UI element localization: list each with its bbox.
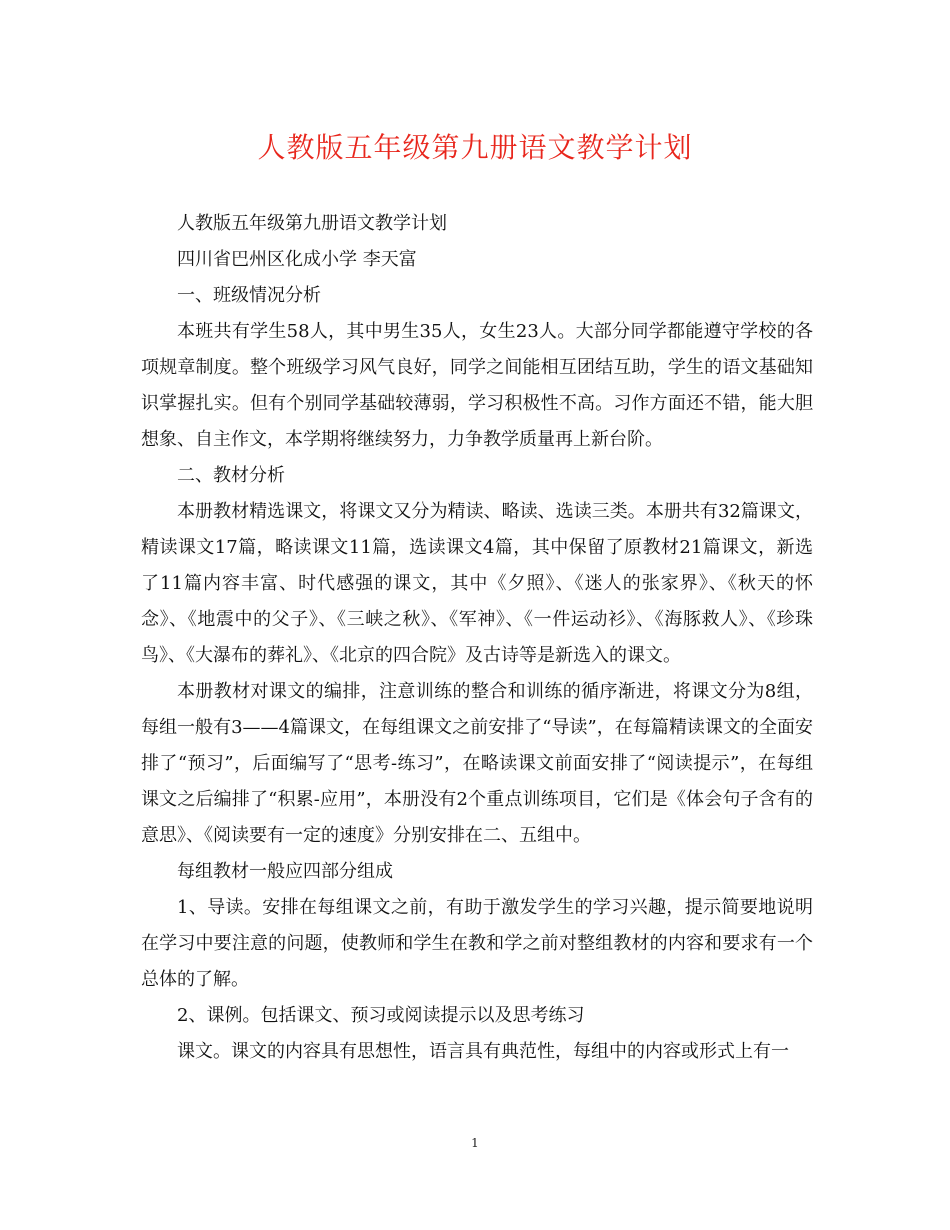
paragraph-lesson-examples: 2、课例。包括课文、预习或阅读提示以及思考练习 — [177, 1005, 585, 1026]
paragraph-guide-reading: 1、导读。安排在每组课文之前，有助于激发学生的学习兴趣，提示简要地说明在学习中要注意的问题，使教师和学生在教和学之前对整组教材的内容和要求有一个总体的了解。 — [141, 897, 813, 990]
paragraph-lesson-text: 课文。课文的内容具有思想性，语言具有典范性，每组中的内容或形式上有一 — [177, 1041, 789, 1062]
paragraph-doc-heading: 人教版五年级第九册语文教学计划 — [177, 213, 447, 234]
paragraph-group-composition: 每组教材一般应四部分组成 — [177, 861, 393, 882]
document-body — [141, 206, 813, 1070]
section-heading-textbook-analysis: 二、教材分析 — [177, 465, 285, 486]
paragraph-textbook-arrangement: 本册教材对课文的编排，注意训练的整合和训练的循序渐进，将课文分为8组，每组一般有3——4篇课文，在每组课文之前安排了“导读”，在每篇精读课文的全面安排了“预习”，后面编写了“思考-练习”，在略读课文前面安排了“阅读提示”，在每组课文之后编排了“积累-应用”，本册没有2个重点训练项目，它们是《体会句子含有的意思》、《阅读要有一定的速度》分别安排在二、五组中。 — [141, 681, 813, 846]
paragraph-textbook-selection: 本册教材精选课文，将课文又分为精读、略读、选读三类。本册共有32篇课文，精读课文17篇，略读课文11篇，选读课文4篇，其中保留了原教材21篇课文，新选了11篇内容丰富、时代感强的课文，其中《夕照》、《迷人的张家界》、《秋天的怀念》、《地震中的父子》、《三峡之秋》、《军神》、《一件运动衫》、《海豚救人》、《珍珠鸟》、《大瀑布的葬礼》、《北京的四合院》及古诗等是新选入的课文。 — [141, 501, 813, 666]
page-number: 1 — [471, 1136, 479, 1150]
document-title: 人教版五年级第九册语文教学计划 — [257, 131, 693, 164]
paragraph-author: 四川省巴州区化成小学 李天富 — [177, 249, 417, 270]
paragraph-class-analysis: 本班共有学生58人，其中男生35人，女生23人。大部分同学都能遵守学校的各项规章制度。整个班级学习风气良好，同学之间能相互团结互助，学生的语文基础知识掌握扎实。但有个别同学基础较薄弱，学习积极性不高。习作方面还不错，能大胆想象、自主作文，本学期将继续努力，力争教学质量再上新台阶。 — [141, 321, 813, 450]
section-heading-class-analysis: 一、班级情况分析 — [177, 285, 321, 306]
